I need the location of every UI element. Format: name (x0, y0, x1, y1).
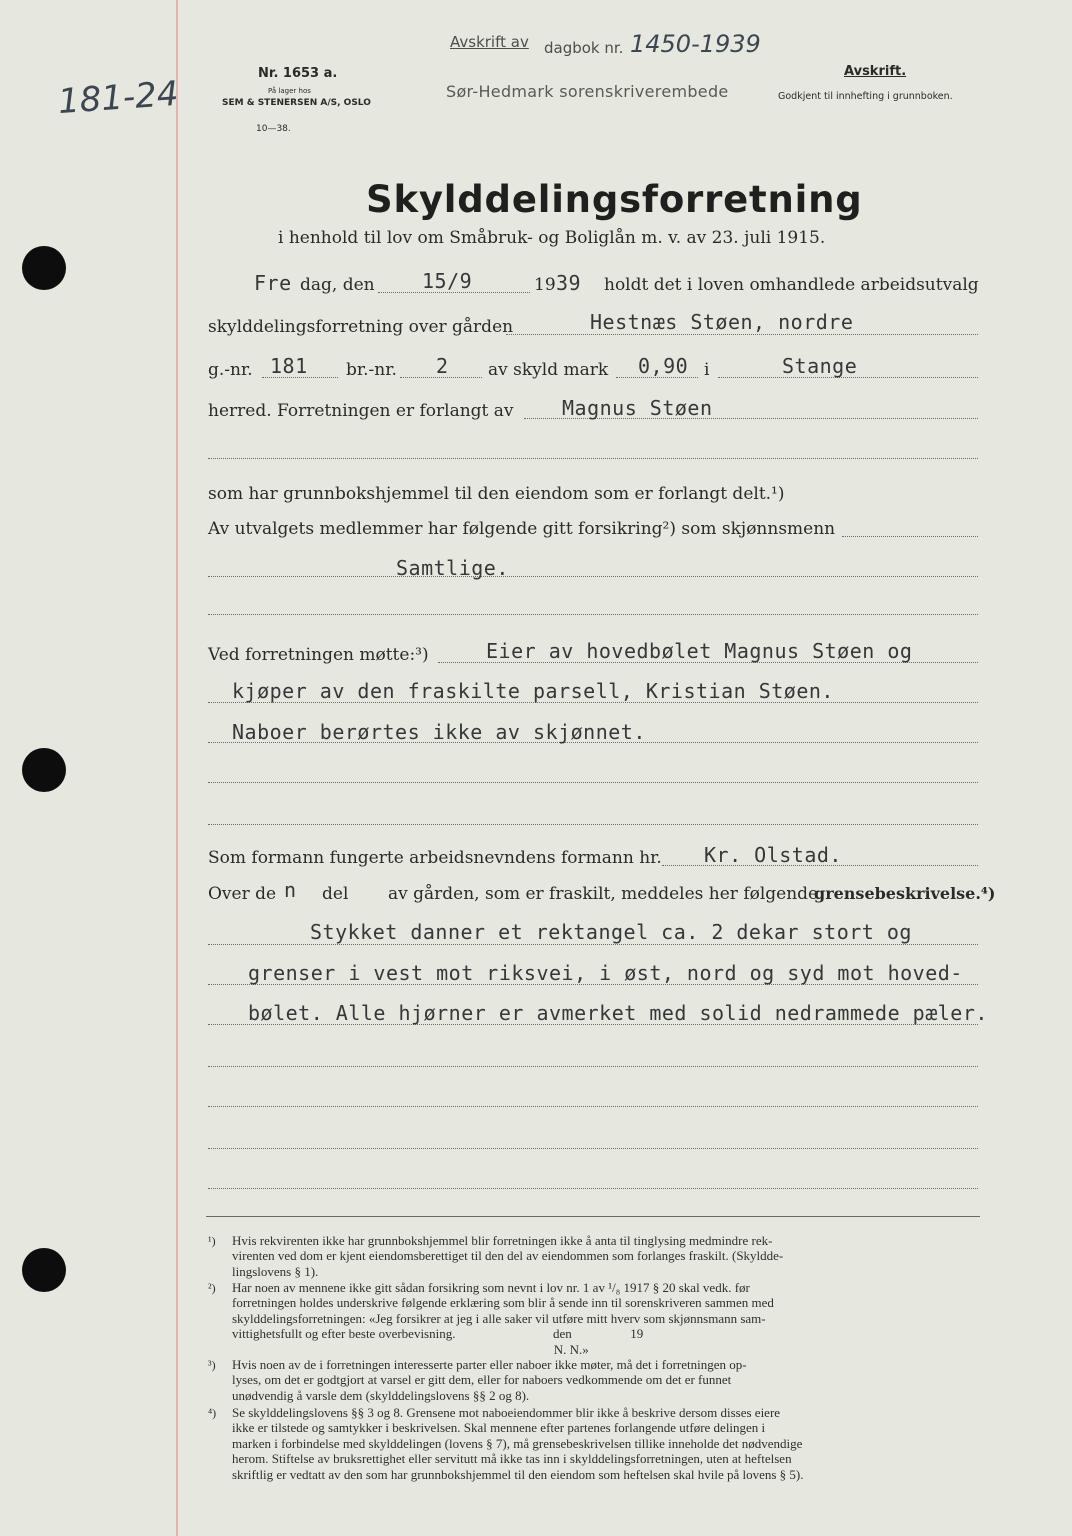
formann-value: Kr. Olstad. (704, 843, 842, 867)
description-line-1: Stykket danner et rektangel ca. 2 dekar stort og (310, 920, 912, 944)
over-garden-label: skylddelingsforretning over gården (208, 317, 514, 337)
day-label: dag, den (300, 275, 375, 295)
motte-label: Ved forretningen møtte:³) (208, 645, 429, 665)
stamp-text: Godkjent til innhefting i grunnboken. (778, 91, 953, 102)
utvalg-text: Av utvalgets medlemmer har følgende gitt forsikring²) som skjønnsmenn (208, 519, 836, 539)
punch-hole (22, 246, 66, 290)
dagbok-number: 1450-1939 (630, 30, 761, 58)
herred-label: herred. Forretningen er forlangt av (208, 401, 514, 421)
year-suffix-value: 39 (556, 271, 582, 295)
margin-note: 181-24 (56, 73, 180, 123)
description-line-3: bølet. Alle hjørner er avmerket med solid nedrammede pæler. (248, 1001, 988, 1025)
grunnbok-text: som har grunnbokshjemmel til den eiendom som er forlangt delt.¹) (208, 484, 785, 504)
copy-prefix: Avskrift av (450, 33, 529, 51)
footnote-number: ¹) (208, 1234, 216, 1248)
stamp-title: Avskrift. (844, 64, 907, 79)
footnote-number: ³) (208, 1358, 216, 1372)
grense-heading: grensebeskrivelse.⁴) (814, 884, 996, 903)
skyld-label: av skyld mark (488, 360, 609, 380)
dagbok-label: dagbok nr. (544, 39, 624, 57)
publisher-prefix: På lager hos (268, 87, 311, 95)
footnote-1: Hvis rekvirenten ikke har grunnbokshjemmel blir forretningen ikke å anta til tinglysing medmindre rek- virenten ved dom er kjent eiendomsberettiget til den del av eiendommen som forlanges fraskilt. (Skyldde- lingslovens § 1). (232, 1233, 784, 1279)
i-label: i (704, 360, 710, 380)
part-marker-value: n (284, 878, 297, 902)
skjonnsmenn-value: Samtlige. (396, 556, 509, 580)
footnote-number: ⁴) (208, 1406, 217, 1420)
form-subtitle: i henhold til lov om Småbruk- og Boliglån m. v. av 23. juli 1915. (278, 228, 826, 248)
print-date: 10—38. (256, 124, 291, 134)
requested-by-value: Magnus Støen (562, 396, 713, 420)
office-name: Sør-Hedmark sorenskriverembede (446, 82, 729, 101)
grense-intro: av gården, som er fraskilt, meddeles her følgende (388, 884, 819, 904)
footnote-3: Hvis noen av de i forretningen interesserte parter eller naboer ikke møter, må det i forretningen op- lyses, om det er godtgjort at varsel er gitt dem, eller for naboers vedkommende om det er funnet unødvendig å varsle dem (skylddelingslovens §§ 2 og 8). (232, 1357, 747, 1403)
over-de-label: Over de (208, 884, 277, 904)
gnr-value: 181 (270, 354, 308, 378)
attendees-line-3: Naboer berørtes ikke av skjønnet. (232, 720, 646, 744)
footnote-rule (206, 1216, 980, 1217)
punch-hole (22, 748, 66, 792)
attendees-line-2: kjøper av den fraskilte parsell, Kristian Støen. (232, 679, 834, 703)
brnr-value: 2 (436, 354, 449, 378)
description-line-2: grenser i vest mot riksvei, i øst, nord og syd mot hoved- (248, 961, 963, 985)
margin-line (176, 0, 178, 1536)
publisher-name: SEM & STENERSEN A/S, OSLO (222, 98, 371, 108)
skyld-value: 0,90 (638, 354, 689, 378)
weekday-value: Fre (254, 271, 292, 295)
holdt-text: holdt det i loven omhandlede arbeidsutvalg (604, 275, 979, 295)
year-prefix: 19 (534, 275, 556, 295)
date-value: 15/9 (422, 269, 473, 293)
footnote-number: ²) (208, 1281, 216, 1295)
del-label: del (322, 884, 349, 904)
form-title: Skylddelingsforretning (366, 178, 863, 221)
brnr-label: br.-nr. (346, 360, 397, 380)
gnr-label: g.-nr. (208, 360, 253, 380)
form-number: Nr. 1653 a. (258, 66, 338, 81)
footnote-4: Se skylddelingslovens §§ 3 og 8. Grensene mot naboeiendommer blir ikke å beskrive dersom disses eiere ikke er tilstede og samtykker i beskrivelsen. Skal mennene efter partenes forlangende utføre delingen i marken i forbindelse med skylddelingen (lovens § 7), må grensebeskrivelsen tillike inneholde det nødvendige herom. Stiftelse av bruksrettighet eller servitutt må ikke tas inn i skylddelingsforretningen, uten at heftelsen skriftlig er vedtatt av den som har grunnbokshjemmel til den eiendom som heftelsen skal hvile på lovens § 5). (232, 1405, 804, 1482)
punch-hole (22, 1248, 66, 1292)
farm-name-value: Hestnæs Støen, nordre (590, 310, 854, 334)
municipality-value: Stange (782, 354, 858, 378)
formann-label: Som formann fungerte arbeidsnevndens formann hr. (208, 848, 662, 868)
attendees-line-1: Eier av hovedbølet Magnus Støen og (486, 639, 913, 663)
footnote-2: Har noen av mennene ikke gitt sådan forsikring som nevnt i lov nr. 1 av ¹/₈ 1917 § 20 skal vedk. før forretningen holdes underskrive følgende erklæring som blir å sende inn til sorenskriveren sammen med skylddelingsforretningen: «Jeg forsikrer at jeg i alle saker vil utføre mitt hverv som skjønnsmann sam- vittighetsfullt og efter beste overbevisning. den 19 N. N.» (232, 1280, 774, 1357)
